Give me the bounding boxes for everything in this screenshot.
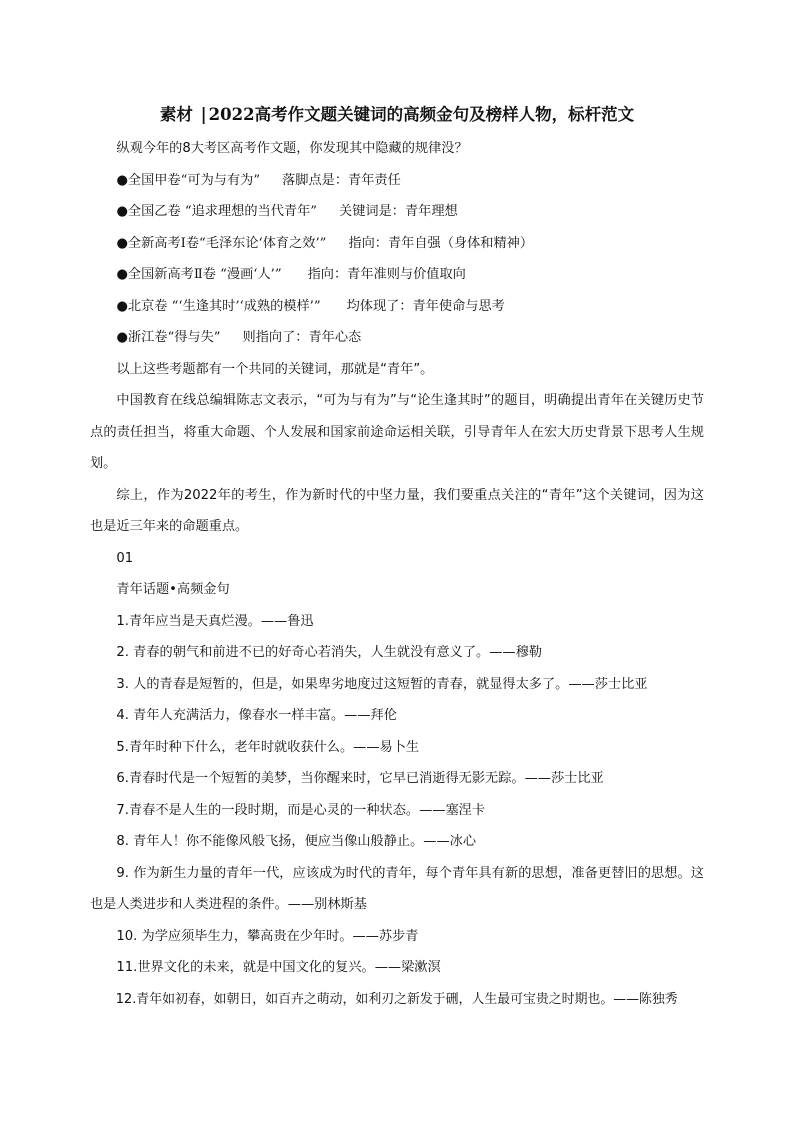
- bullet-tail: 均体现了：青年使命与思考: [346, 298, 505, 314]
- quote-item: 11.世界文化的未来，就是中国文化的复兴。——梁漱溟: [116, 960, 441, 975]
- quote-item: 12.青年如初春，如朝日，如百卉之萌动，如利刃之新发于硎，人生最可宝贵之时期也。——陈独秀: [115, 991, 678, 1007]
- bullet-lead: 浙江卷“得与失”: [127, 330, 221, 345]
- quote-item: 6.青春时代是一个短暂的美梦，当你醒来时，它早已消逝得无影无踪。——莎士比亚: [116, 771, 604, 786]
- bullet-item: [90, 291, 704, 323]
- bullet-lead: 全国新高考Ⅱ卷 “漫画‘人’”: [127, 267, 282, 282]
- bullet-dot: ●: [116, 235, 128, 251]
- bullet-tail: 指向：青年自强（身体和精神）: [348, 235, 534, 251]
- page-title: [90, 103, 704, 127]
- bullet-item: [90, 322, 704, 354]
- bullet-tail: 指向：青年准则与价值取向: [307, 267, 466, 282]
- section-number: 01: [116, 550, 134, 566]
- bullet-lead: 全国甲卷“可为与有为”: [127, 172, 261, 188]
- section-title: 青年话题•高频金句: [116, 582, 230, 597]
- bullet-tail: 落脚点是：青年责任: [282, 172, 401, 188]
- title-prefix: 素材: [159, 105, 193, 124]
- document-page: [90, 103, 704, 1015]
- quote-item: 5.青年时种下什么，老年时就收获什么。——易卜生: [116, 739, 420, 755]
- bullet-item: [90, 165, 704, 197]
- bullet-dot: ●: [116, 330, 128, 345]
- quote-item: 8. 青年人！你不能像风般飞扬，便应当像山般静止。——冰心: [116, 834, 477, 849]
- quote-item: 4. 青年人充满活力，像春水一样丰富。——拜伦: [116, 708, 397, 723]
- paragraph: 综上，作为2022年的考生，作为新时代的中坚力量，我们要重点关注的“青年”这个关键词，因为这也是近三年来的命题重点。: [90, 487, 704, 534]
- quote-item: 7.青春不是人生的一段时期，而是心灵的一种状态。——塞涅卡: [116, 802, 486, 818]
- bullet-dot: ●: [116, 298, 128, 314]
- bullet-item: [90, 259, 704, 291]
- bullet-lead: 全新高考Ⅰ卷“毛泽东论‘体育之效’”: [127, 235, 327, 251]
- bullet-tail: 关键词是：青年理想: [339, 204, 458, 219]
- bullet-lead: 全国乙卷 “追求理想的当代青年”: [127, 204, 318, 219]
- title-main: 2022高考作文题关键词的高频金句及榜样人物，标杆范文: [208, 105, 635, 124]
- bullet-item: [90, 196, 704, 228]
- intro-line: 纵观今年的8大考区高考作文题，你发现其中隐藏的规律没？: [116, 141, 468, 156]
- bullet-dot: ●: [116, 267, 128, 282]
- quote-item: 9. 作为新生力量的青年一代，应该成为时代的青年，每个青年具有新的思想，准备更替旧的思想。这也是人类进步和人类进程的条件。——别林斯基: [90, 865, 704, 912]
- bullet-dot: ●: [116, 204, 128, 219]
- quote-item: 3. 人的青春是短暂的，但是，如果卑劣地度过这短暂的青春，就显得太多了。——莎士比亚: [116, 676, 648, 692]
- summary-line: 以上这些考题都有一个共同的关键词，那就是“青年”。: [116, 361, 434, 377]
- quote-item: 10. 为学应须毕生力，攀高贵在少年时。——苏步青: [116, 928, 419, 944]
- bullet-item: [90, 228, 704, 260]
- bullet-tail: 则指向了：青年心态: [242, 330, 362, 345]
- bullet-dot: ●: [116, 172, 128, 188]
- quote-item: 2. 青春的朝气和前进不已的好奇心若消失，人生就没有意义了。——穆勒: [116, 645, 542, 660]
- title-separator: |: [200, 105, 207, 124]
- paragraph: 中国教育在线总编辑陈志文表示，“可为与有为”与“论生逢其时”的题目，明确提出青年在关键历史节点的责任担当，将重大命题、个人发展和国家前途命运相关联，引导青年人在宏大历史背景下思考人生规划。: [90, 393, 704, 471]
- bullet-lead: 北京卷 “‘生逢其时’‘成熟的模样’”: [127, 298, 321, 314]
- quote-item: 1.青年应当是天真烂漫。——鲁迅: [116, 613, 314, 629]
